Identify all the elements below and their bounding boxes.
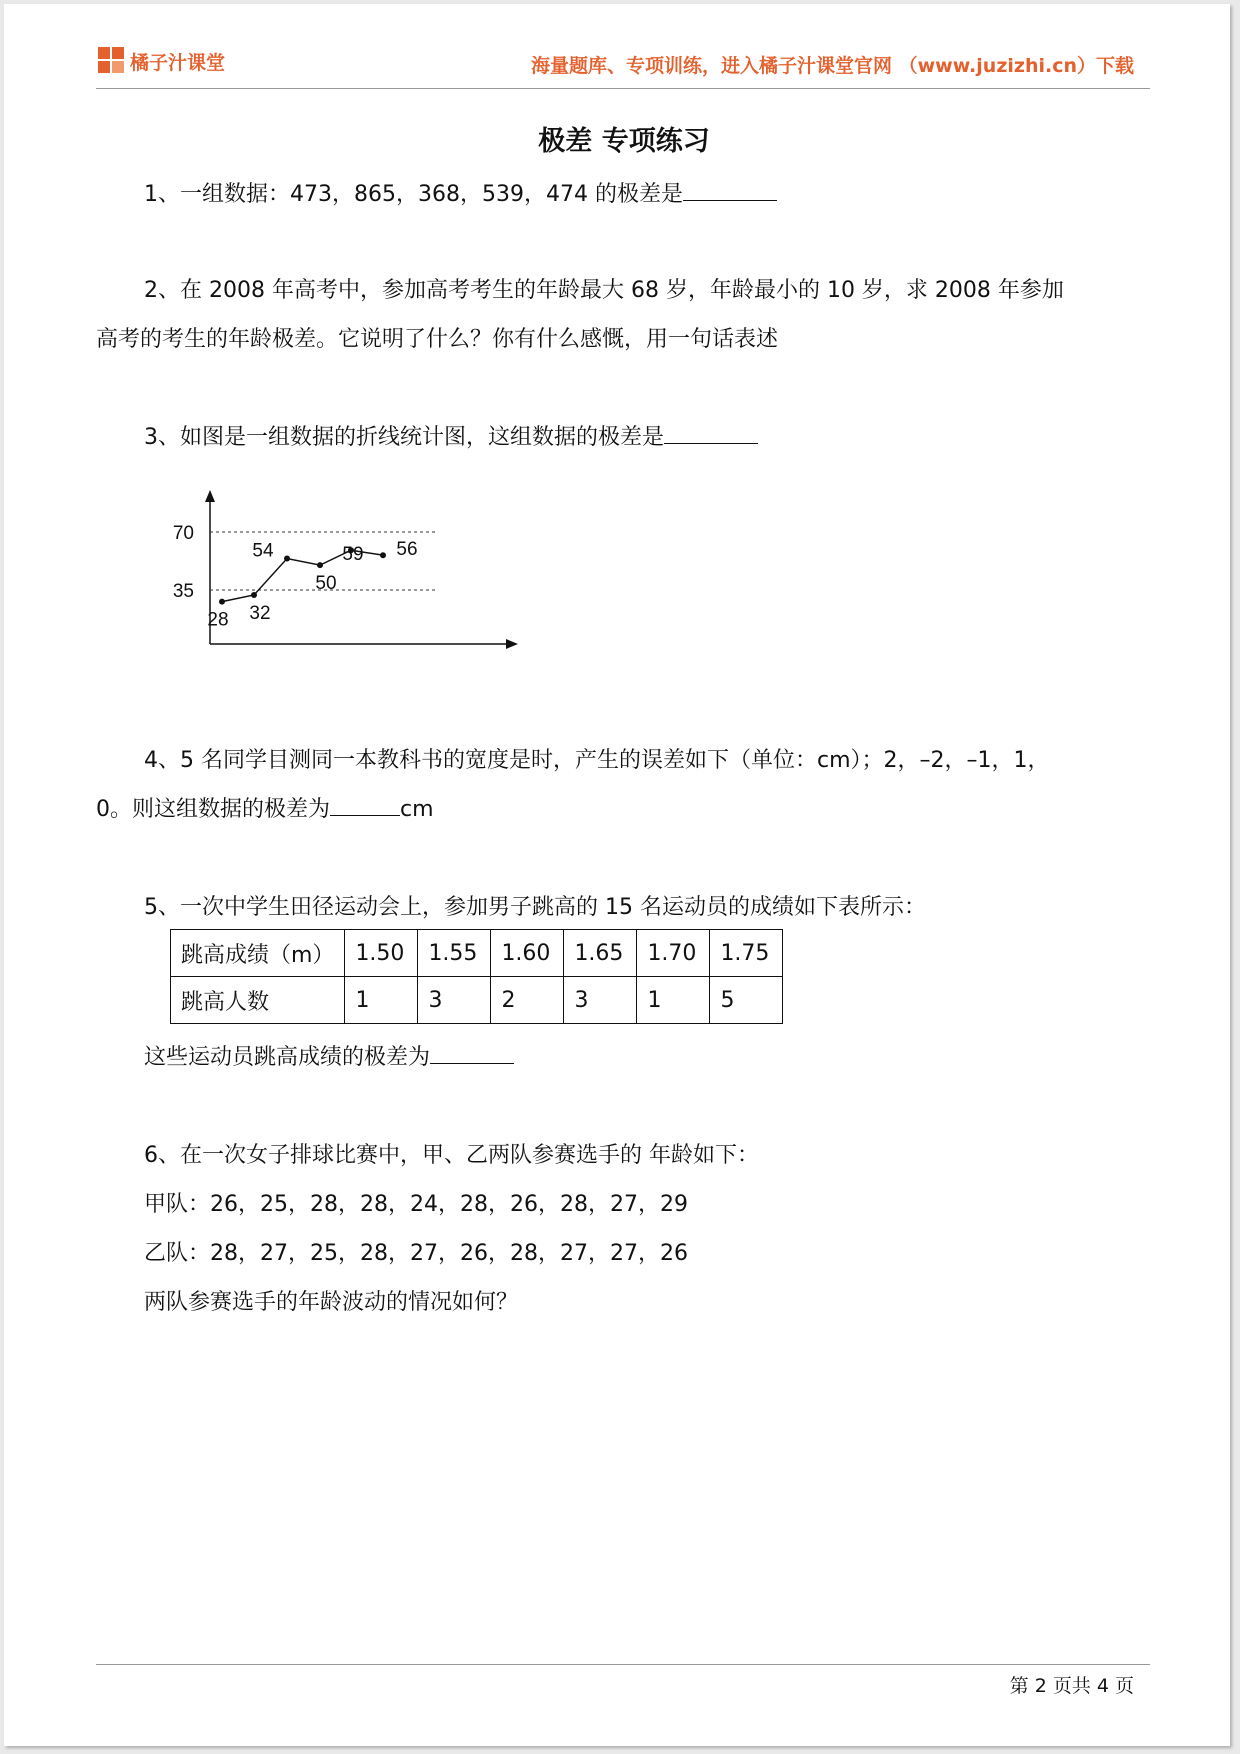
y-axis-arrow <box>205 490 215 502</box>
team-a-ages: 甲队：26，25，28，28，24，28，26，28，27，29 <box>144 1192 688 1217</box>
score-table <box>170 929 783 1024</box>
table-cell: 3 <box>418 977 491 1024</box>
question-4-unit: cm <box>400 797 434 822</box>
y-tick-label: 35 <box>172 581 194 602</box>
table-cell: 1.55 <box>418 930 491 977</box>
y-tick-label: 70 <box>172 523 194 544</box>
answer-blank-5 <box>430 1043 514 1064</box>
team-b-ages: 乙队：28，27，25，28，27，26，28，27，27，26 <box>144 1241 688 1266</box>
question-1-text: 1、一组数据：473，865，368，539，474 的极差是 <box>144 182 683 207</box>
data-label: 28 <box>207 609 229 631</box>
table-cell: 1.50 <box>345 930 418 977</box>
answer-blank-1 <box>683 180 777 201</box>
table-cell: 1.65 <box>564 930 637 977</box>
data-point <box>317 562 323 568</box>
question-1 <box>144 179 777 211</box>
data-label: 32 <box>249 602 271 624</box>
question-3 <box>144 422 758 454</box>
header-divider <box>96 88 1150 89</box>
data-point <box>251 592 257 598</box>
page-title: 极差 专项练习 <box>538 126 710 157</box>
question-4-line-1: 4、5 名同学目测同一本教科书的宽度是时，产生的误差如下（单位：cm）；2，–2，–1，1， <box>144 748 1050 773</box>
question-5-after <box>144 1042 514 1074</box>
logo-icon <box>98 47 126 75</box>
data-label: 56 <box>396 539 418 561</box>
question-5-intro: 5、一次中学生田径运动会上，参加男子跳高的 15 名运动员的成绩如下表所示： <box>144 895 926 920</box>
table-cell: 5 <box>710 977 783 1024</box>
data-point <box>219 599 225 605</box>
table-cell: 1.60 <box>491 930 564 977</box>
chart-axes <box>205 490 518 649</box>
table-cell: 1.70 <box>637 930 710 977</box>
data-point <box>380 552 386 558</box>
table-row <box>171 930 783 977</box>
table-cell: 1 <box>345 977 418 1024</box>
question-3-text: 3、如图是一组数据的折线统计图，这组数据的极差是 <box>144 425 664 450</box>
data-point <box>284 556 290 562</box>
answer-blank-4 <box>330 795 400 816</box>
question-4-text: 0。则这组数据的极差为 <box>96 797 330 822</box>
data-label: 54 <box>252 540 274 562</box>
table-cell: 跳高成绩（m） <box>171 930 345 977</box>
page-number: 第 2 页共 4 页 <box>1009 1675 1134 1697</box>
document-page <box>4 4 1230 1746</box>
table-cell: 1.75 <box>710 930 783 977</box>
question-6-intro: 6、在一次女子排球比赛中，甲、乙两队参赛选手的 年龄如下： <box>144 1143 759 1168</box>
question-6-question: 两队参赛选手的年龄波动的情况如何？ <box>144 1290 519 1315</box>
header-slogan: 海量题库、专项训练，进入橘子汁课堂官网 （www.juzizhi.cn）下载 <box>531 55 1134 77</box>
table-cell: 1 <box>637 977 710 1024</box>
table-cell: 3 <box>564 977 637 1024</box>
data-label: 59 <box>342 544 364 566</box>
footer-divider <box>96 1664 1150 1665</box>
brand-name: 橘子汁课堂 <box>130 52 226 74</box>
data-label: 50 <box>315 573 337 595</box>
question-2-line-1: 2、在 2008 年高考中，参加高考考生的年龄最大 68 岁，年龄最小的 10 岁，求 2008 年参加 <box>144 278 1064 303</box>
line-chart <box>154 486 524 666</box>
table-row <box>171 977 783 1024</box>
x-axis-arrow <box>506 639 518 649</box>
table-cell: 跳高人数 <box>171 977 345 1024</box>
question-4-line-2 <box>96 794 434 826</box>
question-2-line-2: 高考的考生的年龄极差。它说明了什么？你有什么感慨，用一句话表述 <box>96 327 779 352</box>
table-cell: 2 <box>491 977 564 1024</box>
question-5-text: 这些运动员跳高成绩的极差为 <box>144 1045 431 1070</box>
answer-blank-3 <box>664 423 758 444</box>
